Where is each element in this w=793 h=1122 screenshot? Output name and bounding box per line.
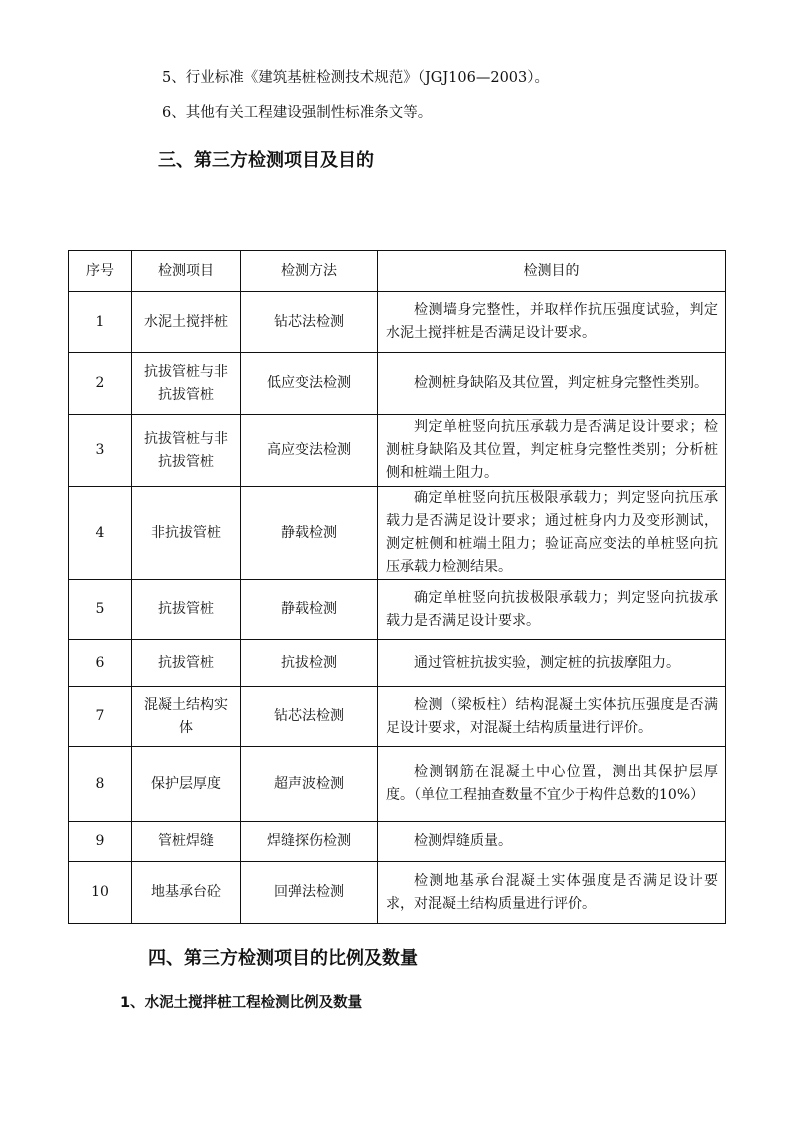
table-row [69, 822, 726, 862]
header-no: 序号 [69, 251, 132, 292]
cell-no: 5 [69, 580, 132, 640]
cell-item: 抗拔管桩 [132, 640, 241, 687]
table-row [69, 747, 726, 822]
cell-method: 高应变法检测 [241, 415, 378, 487]
table-row [69, 687, 726, 747]
cell-no: 10 [69, 862, 132, 924]
table-row [69, 487, 726, 580]
table-row [69, 415, 726, 487]
cell-method: 抗拔检测 [241, 640, 378, 687]
cell-method: 钻芯法检测 [241, 687, 378, 747]
table-row [69, 640, 726, 687]
cell-item: 保护层厚度 [132, 747, 241, 822]
cell-no: 6 [69, 640, 132, 687]
cell-item: 水泥土搅拌桩 [132, 292, 241, 353]
section-3-heading: 三、第三方检测项目及目的 [158, 150, 374, 171]
cell-method: 低应变法检测 [241, 353, 378, 415]
cell-item: 抗拔管桩 [132, 580, 241, 640]
cell-item: 非抗拔管桩 [132, 487, 241, 580]
cell-purpose: 检测（梁板柱）结构混凝土实体抗压强度是否满足设计要求，对混凝土结构质量进行评价。 [378, 687, 726, 747]
header-item: 检测项目 [132, 251, 241, 292]
cell-purpose: 检测钢筋在混凝土中心位置，测出其保护层厚度。（单位工程抽查数量不宜少于构件总数的10%） [378, 747, 726, 822]
cell-purpose: 确定单桩竖向抗拔极限承载力；判定竖向抗拔承载力是否满足设计要求。 [378, 580, 726, 640]
cell-item: 地基承台砼 [132, 862, 241, 924]
table-header-row [69, 251, 726, 292]
cell-no: 4 [69, 487, 132, 580]
table-row [69, 580, 726, 640]
cell-no: 7 [69, 687, 132, 747]
cell-no: 3 [69, 415, 132, 487]
cell-item: 混凝土结构实体 [132, 687, 241, 747]
table-row [69, 353, 726, 415]
cell-no: 8 [69, 747, 132, 822]
header-purpose: 检测目的 [378, 251, 726, 292]
paragraph-standard-5: 5、行业标准《建筑基桩检测技术规范》（JGJ106—2003）。 [162, 70, 550, 86]
cell-purpose: 通过管桩抗拔实验，测定桩的抗拔摩阻力。 [378, 640, 726, 687]
inspection-table [68, 250, 726, 924]
cell-no: 1 [69, 292, 132, 353]
cell-purpose: 确定单桩竖向抗压极限承载力；判定竖向抗压承载力是否满足设计要求；通过桩身内力及变形测试，测定桩侧和桩端土阻力；验证高应变法的单桩竖向抗压承载力检测结果。 [378, 487, 726, 580]
table-row [69, 292, 726, 353]
paragraph-standard-6: 6、其他有关工程建设强制性标准条文等。 [162, 105, 433, 121]
subsection-1-heading: 1、水泥土搅拌桩工程检测比例及数量 [120, 995, 363, 1011]
cell-method: 钻芯法检测 [241, 292, 378, 353]
cell-method: 回弹法检测 [241, 862, 378, 924]
section-4-heading: 四、第三方检测项目的比例及数量 [148, 948, 418, 969]
cell-item: 抗拔管桩与非抗拔管桩 [132, 415, 241, 487]
cell-purpose: 检测墙身完整性，并取样作抗压强度试验，判定水泥土搅拌桩是否满足设计要求。 [378, 292, 726, 353]
cell-method: 超声波检测 [241, 747, 378, 822]
cell-item: 管桩焊缝 [132, 822, 241, 862]
cell-purpose: 检测焊缝质量。 [378, 822, 726, 862]
cell-method: 静载检测 [241, 487, 378, 580]
cell-purpose: 检测桩身缺陷及其位置，判定桩身完整性类别。 [378, 353, 726, 415]
cell-method: 静载检测 [241, 580, 378, 640]
header-method: 检测方法 [241, 251, 378, 292]
cell-purpose: 检测地基承台混凝土实体强度是否满足设计要求，对混凝土结构质量进行评价。 [378, 862, 726, 924]
cell-no: 2 [69, 353, 132, 415]
cell-no: 9 [69, 822, 132, 862]
cell-item: 抗拔管桩与非抗拔管桩 [132, 353, 241, 415]
table-row [69, 862, 726, 924]
cell-purpose: 判定单桩竖向抗压承载力是否满足设计要求；检测桩身缺陷及其位置，判定桩身完整性类别；分析桩侧和桩端土阻力。 [378, 415, 726, 487]
cell-method: 焊缝探伤检测 [241, 822, 378, 862]
